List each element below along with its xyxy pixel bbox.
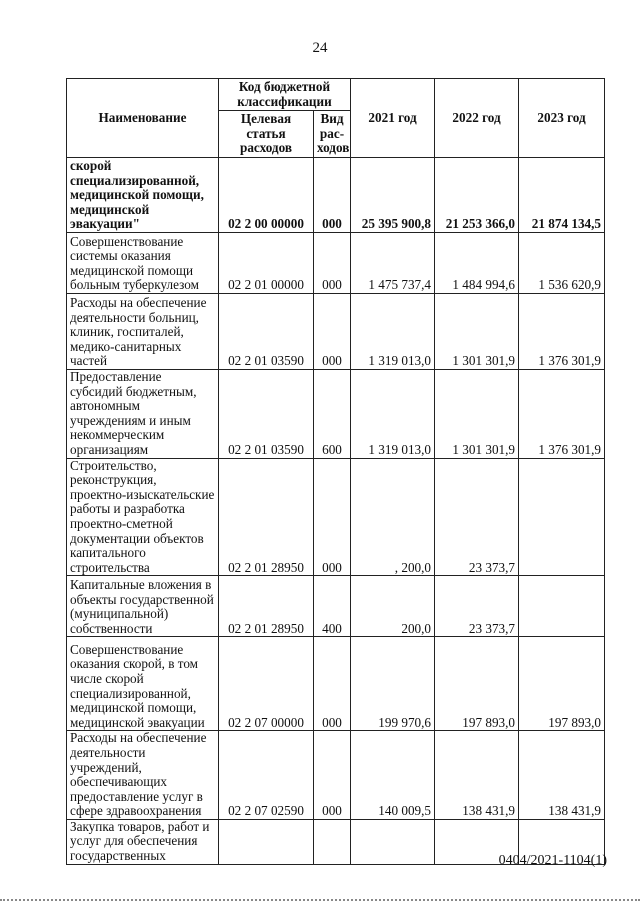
- cell-2023: 1 376 301,9: [519, 294, 605, 370]
- header-target-article: Целевая статья расходов: [219, 111, 314, 158]
- cell-2021: 25 395 900,8: [351, 158, 435, 233]
- cell-2023: 21 874 134,5: [519, 158, 605, 233]
- cell-2022: 1 301 301,9: [435, 294, 519, 370]
- cell-expense-type: 000: [314, 731, 351, 820]
- header-2021: 2021 год: [351, 79, 435, 158]
- cell-2023: 1 536 620,9: [519, 233, 605, 294]
- cell-2022: 1 484 994,6: [435, 233, 519, 294]
- table-row: [67, 158, 605, 233]
- cell-expense-type: 000: [314, 294, 351, 370]
- cell-name: Предоставление субсидий бюджетным, автономным учреждениям и иным некоммерческим организациям: [67, 370, 219, 459]
- cell-2023: [519, 458, 605, 576]
- scan-edge-line: [0, 899, 640, 901]
- table-row: [67, 458, 605, 576]
- cell-2021: 199 970,6: [351, 637, 435, 731]
- cell-2022: 21 253 366,0: [435, 158, 519, 233]
- table-row: [67, 731, 605, 820]
- document-code: 0404/2021-1104(1): [498, 853, 607, 868]
- header-expense-type: Вид рас-ходов: [314, 111, 351, 158]
- header-2022: 2022 год: [435, 79, 519, 158]
- cell-2021: , 200,0: [351, 458, 435, 576]
- cell-target-article: 02 2 01 28950: [219, 576, 314, 637]
- cell-target-article: 02 2 00 00000: [219, 158, 314, 233]
- cell-target-article: 02 2 01 28950: [219, 458, 314, 576]
- cell-2021: [351, 819, 435, 864]
- cell-target-article: [219, 819, 314, 864]
- cell-2022: 23 373,7: [435, 458, 519, 576]
- cell-2022: 23 373,7: [435, 576, 519, 637]
- cell-name: Закупка товаров, работ и услуг для обеспечения государственных: [67, 819, 219, 864]
- cell-name: скорой специализированной, медицинской помощи, медицинской эвакуации": [67, 158, 219, 233]
- cell-2022: 1 301 301,9: [435, 370, 519, 459]
- cell-2023: 197 893,0: [519, 637, 605, 731]
- cell-name: Совершенствование оказания скорой, в том числе скорой специализированной, медицинской помощи, медицинской эвакуации: [67, 637, 219, 731]
- cell-expense-type: 600: [314, 370, 351, 459]
- cell-2023: [519, 576, 605, 637]
- cell-name: Расходы на обеспечение деятельности учреждений, обеспечивающих предоставление услуг в сфере здравоохранения: [67, 731, 219, 820]
- cell-expense-type: 400: [314, 576, 351, 637]
- cell-2021: 1 319 013,0: [351, 294, 435, 370]
- cell-2021: 1 475 737,4: [351, 233, 435, 294]
- cell-expense-type: 000: [314, 233, 351, 294]
- table-row: [67, 233, 605, 294]
- cell-target-article: 02 2 07 00000: [219, 637, 314, 731]
- cell-name: Совершенствование системы оказания медицинской помощи больным туберкулезом: [67, 233, 219, 294]
- header-name: Наименование: [67, 79, 219, 158]
- header-2023: 2023 год: [519, 79, 605, 158]
- cell-target-article: 02 2 01 03590: [219, 294, 314, 370]
- cell-2022: 197 893,0: [435, 637, 519, 731]
- cell-expense-type: 000: [314, 458, 351, 576]
- cell-name: Капитальные вложения в объекты государственной (муниципальной) собственности: [67, 576, 219, 637]
- table-row: [67, 637, 605, 731]
- cell-target-article: 02 2 01 00000: [219, 233, 314, 294]
- page-number: 24: [312, 40, 328, 56]
- cell-2023: 1 376 301,9: [519, 370, 605, 459]
- header-code-group: Код бюджетной классификации: [219, 79, 351, 111]
- cell-expense-type: [314, 819, 351, 864]
- cell-name: Расходы на обеспечение деятельности больниц, клиник, госпиталей, медико-санитарных частей: [67, 294, 219, 370]
- cell-name: Строительство, реконструкция, проектно-изыскательские работы и разработка проектно-сметной документации объектов капитального строительства: [67, 458, 219, 576]
- table-row: [67, 370, 605, 459]
- table-row: [67, 576, 605, 637]
- cell-2021: 1 319 013,0: [351, 370, 435, 459]
- cell-2021: 200,0: [351, 576, 435, 637]
- cell-expense-type: 000: [314, 158, 351, 233]
- table-row: [67, 294, 605, 370]
- table-body: [67, 158, 605, 865]
- cell-2022: 138 431,9: [435, 731, 519, 820]
- cell-2023: 138 431,9: [519, 731, 605, 820]
- cell-2021: 140 009,5: [351, 731, 435, 820]
- cell-target-article: 02 2 01 03590: [219, 370, 314, 459]
- budget-table: [66, 78, 605, 865]
- cell-expense-type: 000: [314, 637, 351, 731]
- cell-target-article: 02 2 07 02590: [219, 731, 314, 820]
